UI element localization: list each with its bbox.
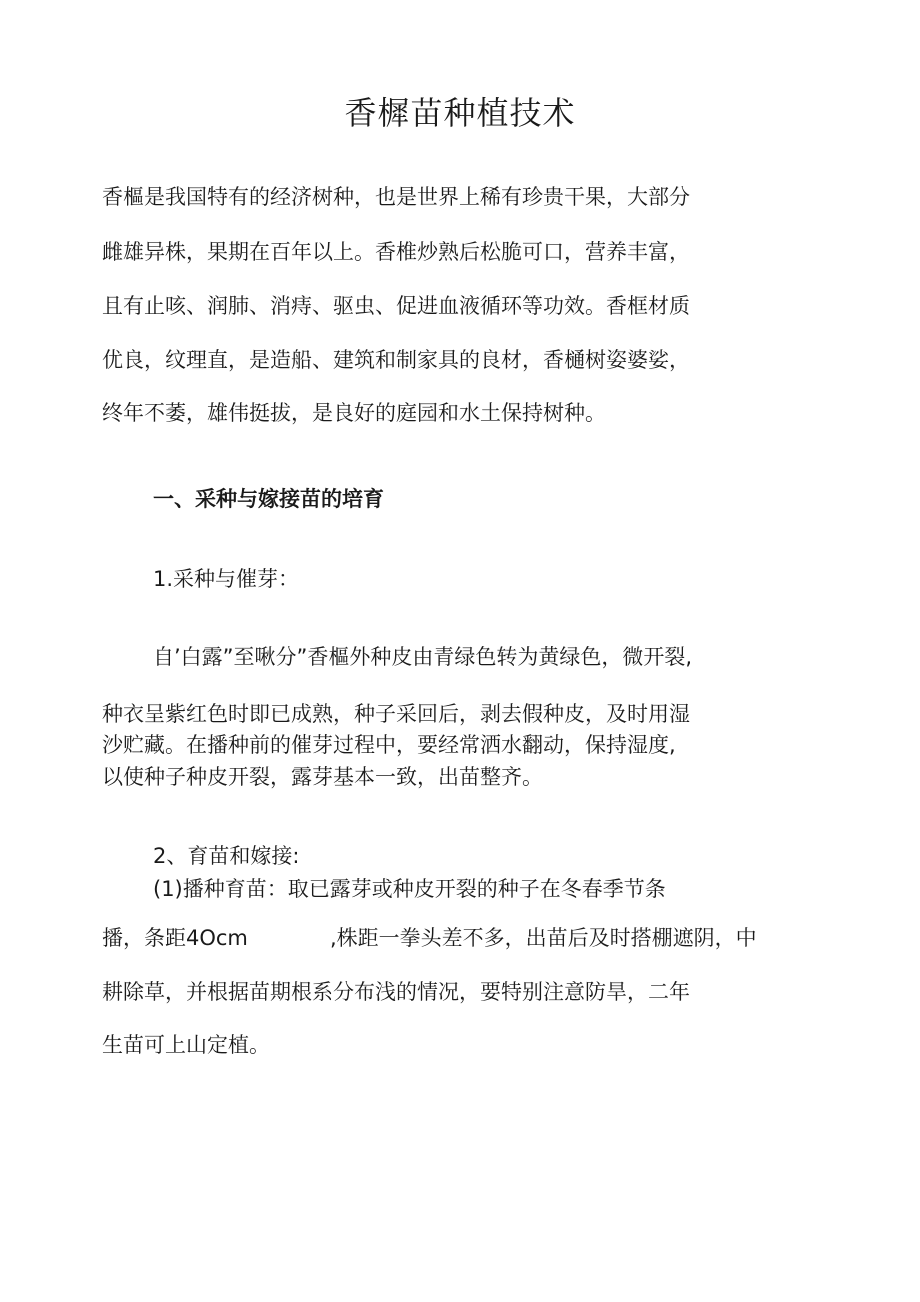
document-title: 香樨苗种植技术 — [344, 94, 576, 132]
paragraph-line: (1)播种育苗：取已露芽或种皮开裂的种子在冬春季节条 — [153, 877, 666, 901]
intro-line: 香樞是我国特有的经济树种，也是世界上稀有珍贵干果，大部分 — [102, 185, 690, 209]
subsection-heading: 2、育苗和嫁接: — [153, 844, 300, 868]
paragraph-line: 生苗可上山定植。 — [102, 1033, 270, 1057]
paragraph-line: 种衣呈紫红色时即已成熟，种子采回后，剥去假种皮，及时用湿 — [102, 702, 690, 726]
intro-line: 优良，纹理直，是造船、建筑和制家具的良材，香樋树姿婆娑， — [102, 348, 690, 372]
intro-line: 且有止咳、润肺、消痔、驱虫、促进血液循环等功效。香框材质 — [102, 294, 690, 318]
paragraph-line: 以使种子种皮开裂，露芽基本一致，出苗整齐。 — [102, 765, 543, 789]
paragraph-line: 沙贮藏。在播种前的催芽过程中，要经常洒水翻动，保持湿度, — [102, 733, 676, 757]
subsection-heading: 1.采种与催芽： — [153, 567, 300, 591]
intro-line: 雌雄异株，果期在百年以上。香椎炒熟后松脆可口，营养丰富， — [102, 240, 690, 264]
section-heading: 一、采种与嫁接苗的培育 — [153, 487, 384, 511]
paragraph-line: 播，条距4Ocm — [102, 926, 248, 950]
paragraph-line: ,株距一拳头差不多，出苗后及时搭棚遮阴，中 — [330, 926, 757, 950]
paragraph-line: 自’白露”至啾分”香樞外种皮由青绿色转为黄绿色，微开裂, — [153, 645, 693, 669]
paragraph-line: 耕除草，并根据苗期根系分布浅的情况，要特别注意防旱，二年 — [102, 980, 690, 1004]
intro-line: 终年不萎，雄伟挺拔，是良好的庭园和水土保持树种。 — [102, 401, 606, 425]
